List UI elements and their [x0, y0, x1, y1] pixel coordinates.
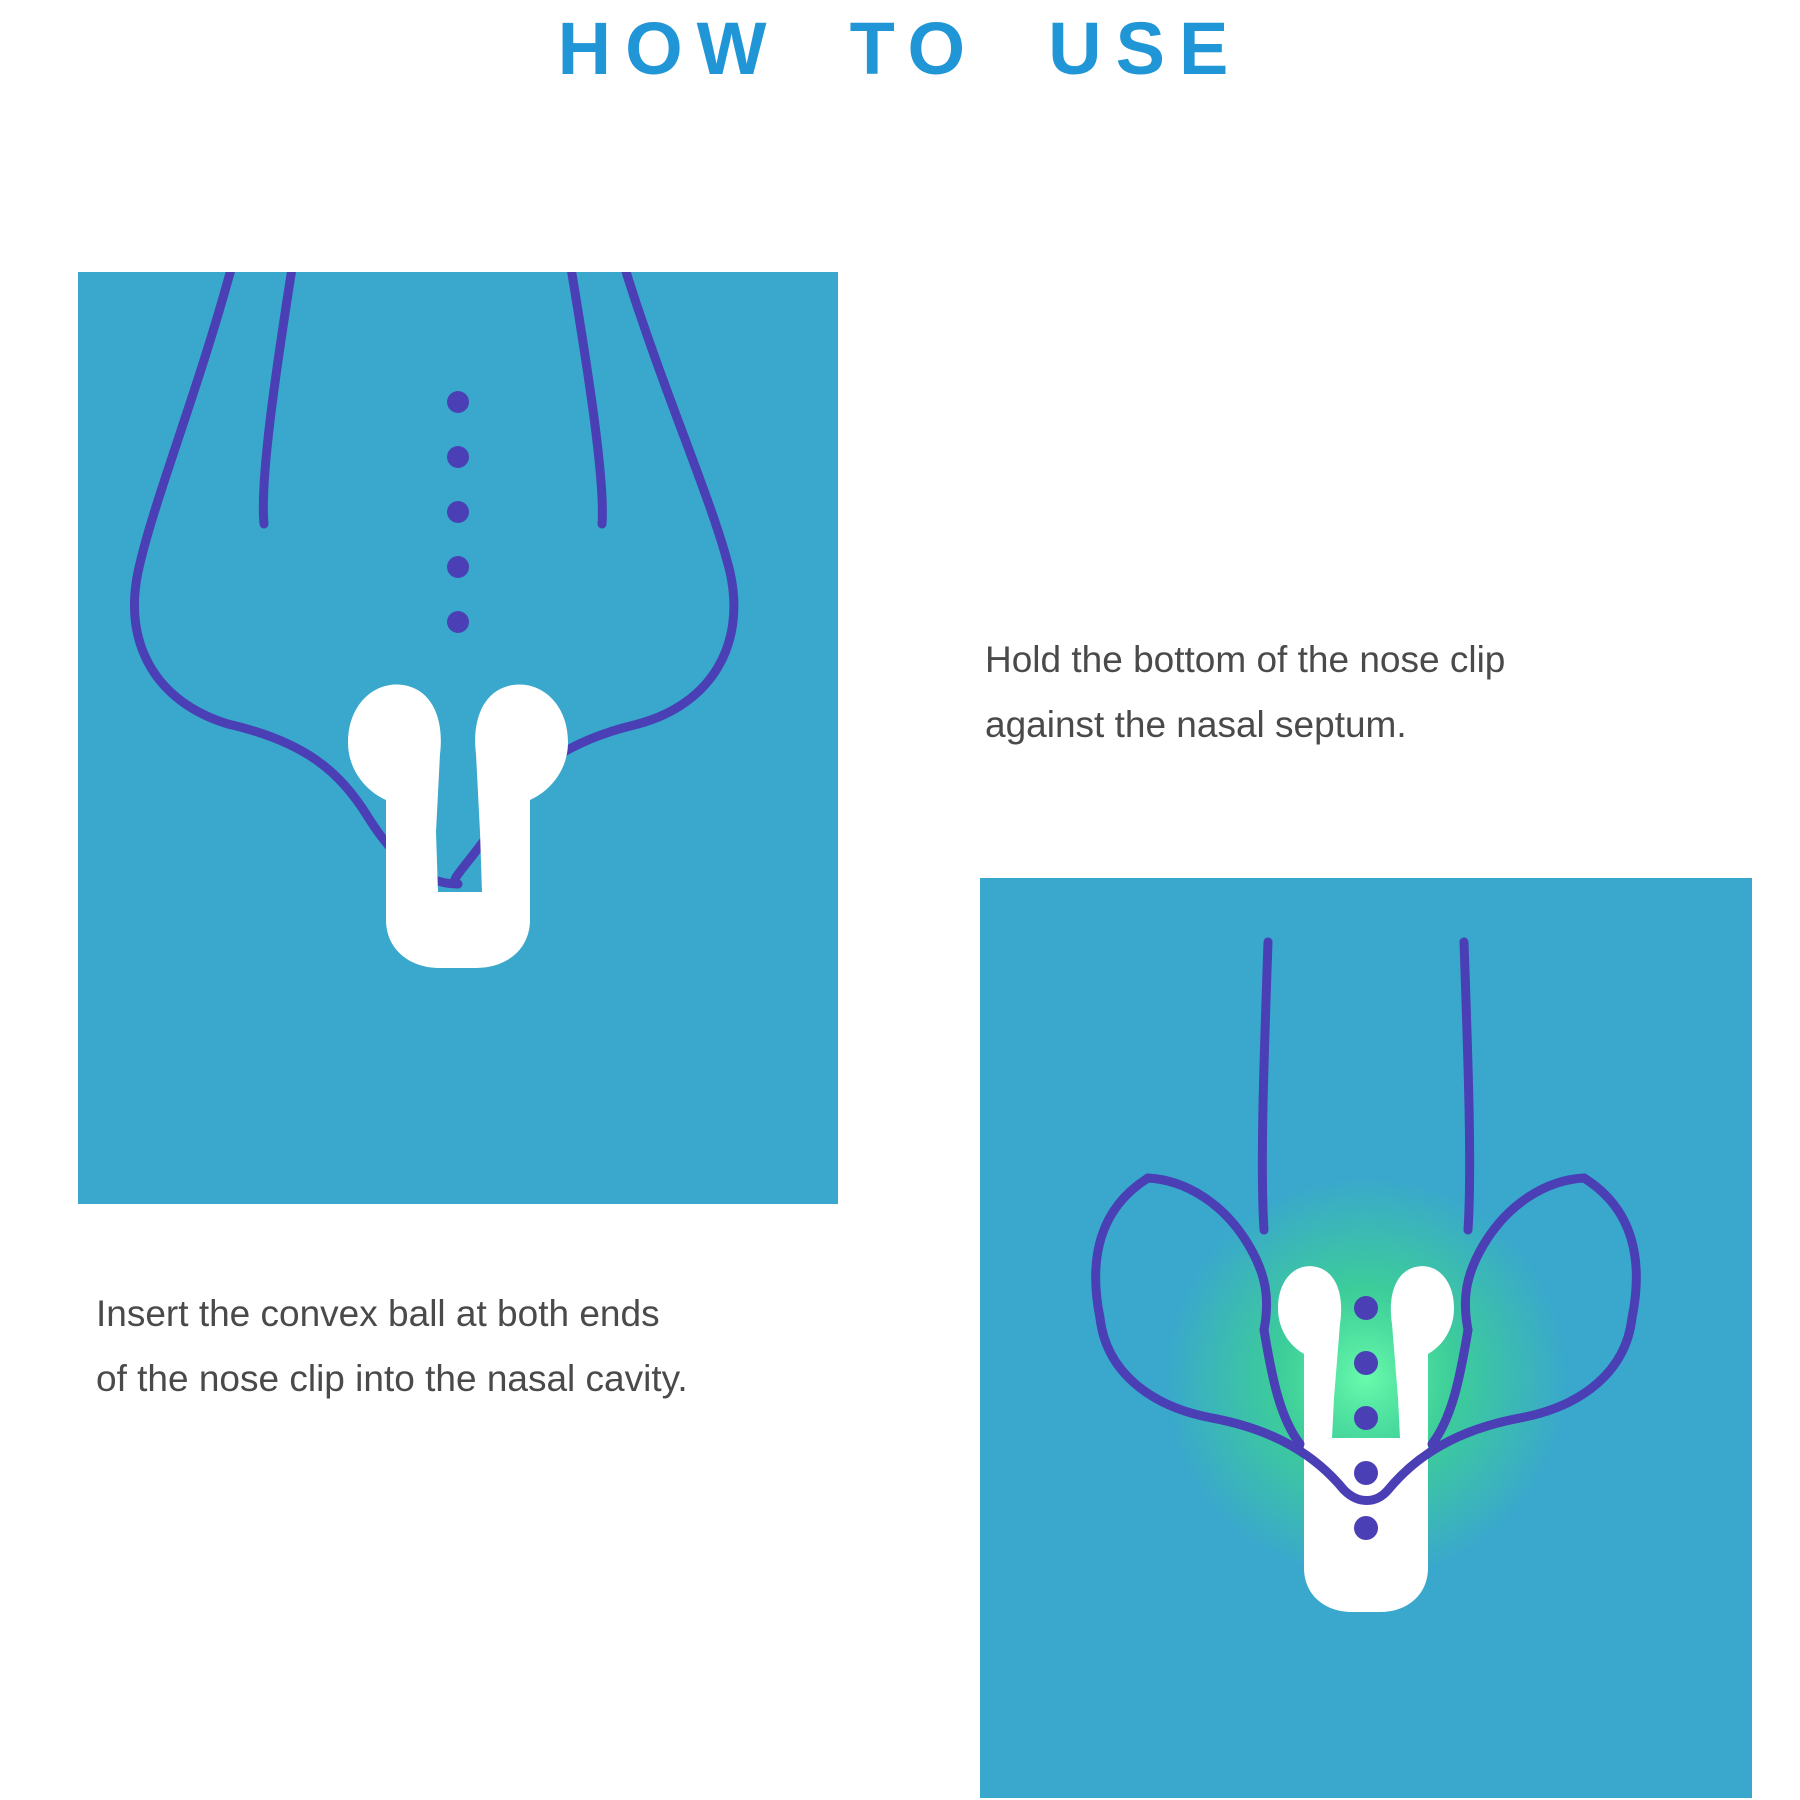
nose-with-clip-inserted-diagram: [980, 878, 1752, 1798]
septum-dots: [447, 391, 469, 633]
step1-illustration-panel: [78, 272, 838, 1204]
step1-caption-line-2: of the nose clip into the nasal cavity.: [96, 1357, 688, 1399]
step1-caption-line-1: Insert the convex ball at both ends: [96, 1293, 660, 1334]
step2-caption-line-1: Hold the bottom of the nose clip: [985, 639, 1506, 680]
step2-caption: [985, 628, 1745, 758]
page-title: HOW TO USE: [557, 7, 1243, 90]
step2-illustration-panel: [980, 878, 1752, 1798]
nose-with-clip-below-diagram: [78, 272, 838, 1204]
step1-caption: [96, 1282, 856, 1412]
step2-caption-line-2: against the nasal septum.: [985, 703, 1407, 745]
nose-clip-shape: [348, 684, 568, 968]
